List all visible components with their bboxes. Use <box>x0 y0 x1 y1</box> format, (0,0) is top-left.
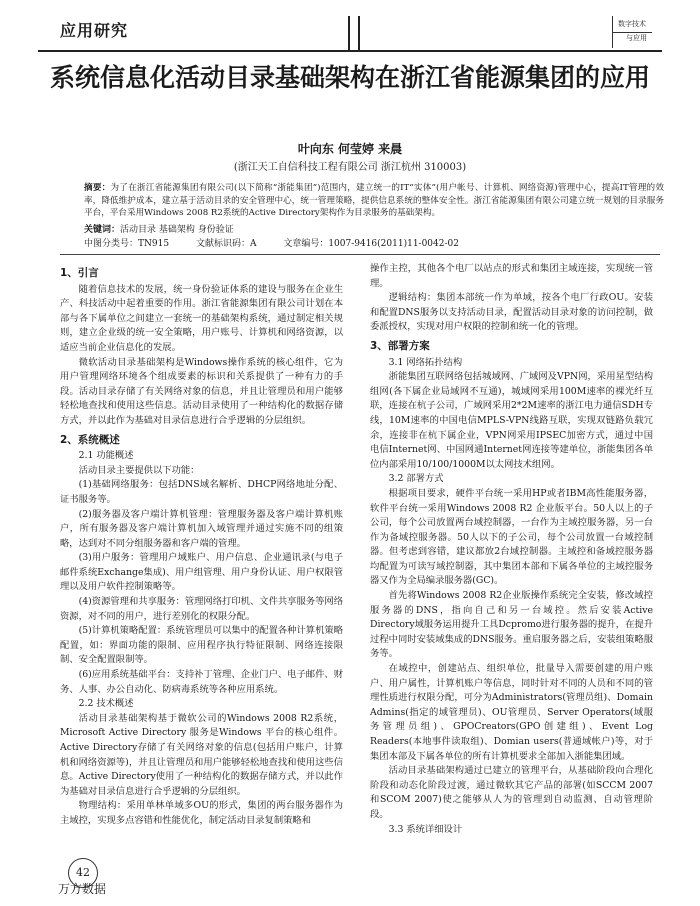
section-heading: 2.2 技术概述 <box>78 698 134 710</box>
paragraph: 随着信息技术的发展，统一身份验证体系的建设与服务在企业生产、科技活动中起着重要的作用。浙江省能源集团有限公司计划在本部与各下属单位之间建立一套统一的基础架构系统，通过制定相关规则，建立企业级的统一安全策略，用户账号、计算机和网络资源，以适应当前企业信息化的发展。 <box>60 283 343 353</box>
paragraph: (4)资源管理和共享服务：管理网络打印机、文件共享服务等网络资源，对不同的用户，进行差别化的权限分配。 <box>60 596 343 622</box>
paragraph: 物理结构：采用单林单域多OU的形式，集团的两台服务器作为主域控，实现多点容错和性能优化，制定活动目录复制策略和 <box>60 800 343 826</box>
journal-name-line1: 数字技术 <box>618 20 646 28</box>
keywords-label: 关键词： <box>84 225 121 235</box>
paragraph: (3)用户服务：管理用户域账户、用户信息、企业通讯录(与电子邮件系统Exchange集成)、用户组管理、用户身份认证、用户权限管理以及用户软件控制策略等。 <box>60 552 343 593</box>
paragraph: 根据项目要求，硬件平台统一采用HP或者IBM高性能服务器，软件平台统一采用Windows 2008 R2 企业版平台。50人以上的子公司，每个公司放置两台域控制器，一台作为主域控服务器，另一台作为备域控服务器。50人以下的子公司，每个公司放置一台域控制器。但考虑到容错，建议都放2台域控制器。主域控和备域控服务器均配置为可读写域控制器，其中集团本部和下属各单位的主域控服务器又作为全局编录服务器(GC)。 <box>370 487 653 587</box>
page-number: 42 <box>68 858 98 888</box>
paragraph: 操作主控，其他各个电厂以站点的形式和集团主域连接，实现统一管理。 <box>370 263 653 289</box>
section-heading: 3、部署方案 <box>370 339 430 352</box>
section-name: 应用研究 <box>60 21 129 40</box>
paragraph: 首先将Windows 2008 R2企业版操作系统完全安装，修改域控服务器的DNS，指向自己和另一台域控。然后安装Active Directory域服务运用提升工具Dcpromo进行服务器的提升，在提升过程中同时安装域集成的DNS服务。重启服务器之后，安装组策略服务等。 <box>370 590 653 660</box>
paragraph: 在域控中，创建站点、组织单位，批量导入需要创建的用户账户、用户属性，计算机账户等信息，同时针对不同的人员和不同的管理性质进行权限分配，可分为Administrators(管理员组)、Domain Admins(指定的域管理员)、OU管理员、Server Operators(域服务管理员组)、GPOCreators(GPO创建组)、Event Log Readers(本地事件读取组)、Domian users(普通域帐户)等，对于集团本部及下属各单位的所有计算机要求全部加入浙能集团域。 <box>370 663 653 762</box>
header-divider <box>348 16 350 50</box>
journal-name-line2: 与应用 <box>626 34 647 42</box>
authors: 叶向东 何莹婷 来晨 <box>297 142 403 156</box>
paragraph: 浙能集团互联网络包括城域网、广域网及VPN网，采用星型结构组网(各下属企业局域网不互通)，城域网采用100M速率的裸光纤互联，连接在杭子公司，广域网采用2*2M速率的浙江电力通信SDH专线，10M速率的中国电信MPLS-VPN线路互联，实现双链路负载冗余，连接非在杭下属企业，VPN网采用IPSEC加密方式，通过中国电信Internet网、中国网通Internet网连接等建单位，浙能集团各单位内部采用10/100/1000M以太网技术组网。 <box>370 371 653 470</box>
clc-number: 中图分类号：TN915 <box>84 239 170 249</box>
section-heading: 3.1 网络拓扑结构 <box>388 356 463 368</box>
paragraph: (1)基础网络服务：包括DNS域名解析、DHCP网络地址分配、证书服务等。 <box>60 479 343 505</box>
keywords <box>84 222 664 235</box>
section-heading: 2.1 功能概述 <box>78 450 134 462</box>
watermark: 万方数据 <box>58 882 107 896</box>
article-number: 文章编号：1007-9416(2011)11-0042-02 <box>283 239 459 249</box>
header-rule <box>60 254 660 255</box>
paragraph: (2)服务器及客户端计算机管理：管理服务器及客户端计算机账户，所有服务器及客户端计算机加入域管理并通过实施不同的组策略，达到对不同分组服务器和客户端的管理。 <box>60 508 343 549</box>
paragraph: 活动目录主要提供以下功能： <box>78 464 200 476</box>
keywords-text: 活动目录 基础架构 身份验证 <box>120 225 234 235</box>
paragraph: 活动目录基础架构基于微软公司的Windows 2008 R2系统，Microsoft Active Directory 服务是Windows 平台的核心组件。Active Directory存储了有关网络对象的信息(包括用户账户，计算机和网络资源等)，并且让管理员和用户能够轻松地查找和使用这些信息。Active Directory使用了一种结构化的数据存储方式，并以此作为基础对目录信息进行合乎逻辑的分层组织。 <box>60 712 343 797</box>
journal-logo <box>612 16 652 48</box>
right-column <box>370 262 653 837</box>
abstract-label: 摘要： <box>84 183 111 193</box>
section-heading: 3.2 部署方式 <box>388 473 444 485</box>
paragraph: (6)应用系统基础平台：支持补丁管理、企业门户、电子邮件、财务、人事、办公自动化、防病毒系统等各种应用系统。 <box>60 669 343 695</box>
article-meta <box>84 236 664 249</box>
left-column <box>60 262 343 829</box>
header-divider <box>358 16 360 50</box>
paragraph: 逻辑结构：集团本部统一作为单域，按各个电厂行政OU。安装和配置DNS服务以支持活动目录，配置活动目录对象的访问控制，做委派授权，实现对用户权限的控制和统一化的管理。 <box>370 292 653 333</box>
paragraph: 活动目录基础架构通过已建立的管理平台，从基础阶段向合理化阶段和动态化阶段过渡，通过微软其它产品的部署(如SCCM 2007和SCOM 2007)使之能够从人为的管理到自动监测、自动管理阶段。 <box>370 765 653 820</box>
abstract <box>84 182 664 220</box>
paragraph: 微软活动目录基础架构是Windows操作系统的核心组件，它为用户管理网络环境各个组成要素的标识和关系提供了一种有力的手段。活动目录存储了有关网络对象的信息，并且让管理员和用户能够轻松地查找和使用这些信息。活动目录使用了一种结构化的数据存储方式，并以此作为基础对目录信息进行合乎逻辑的分层组织。 <box>60 356 343 426</box>
affiliation: (浙江天工自信科技工程有限公司 浙江杭州 310003) <box>233 162 467 173</box>
section-heading: 1、引言 <box>60 267 99 279</box>
abstract-text: 为了在浙江省能源集团有限公司(以下简称“浙能集团”)范围内，建立统一的IT“实体”(用户帐号、计算机、网络资源)管理中心，提高IT管理的效率，降低维护成本，建立基于活动目录的安全管理中心，统一管理策略，提供信息系统的整体安全性。浙江省能源集团有限公司建立统一规划的目录服务平台，平台采用Windows 2008 R2系统的Active Directory架构作为目录服务的基础架构。 <box>84 183 664 218</box>
running-header <box>38 16 662 52</box>
section-heading: 3.3 系统详细设计 <box>388 823 463 835</box>
paragraph: (5)计算机策略配置：系统管理员可以集中的配置各种计算机策略配置，如：界面功能的限制、应用程序执行特征限制、网络连接限制、安全配置限制等。 <box>60 625 343 666</box>
section-heading: 2、系统概述 <box>60 433 120 446</box>
document-code: 文献标识码：A <box>195 239 257 249</box>
article-title: 系统信息化活动目录基础架构在浙江省能源集团的应用 <box>49 63 650 92</box>
